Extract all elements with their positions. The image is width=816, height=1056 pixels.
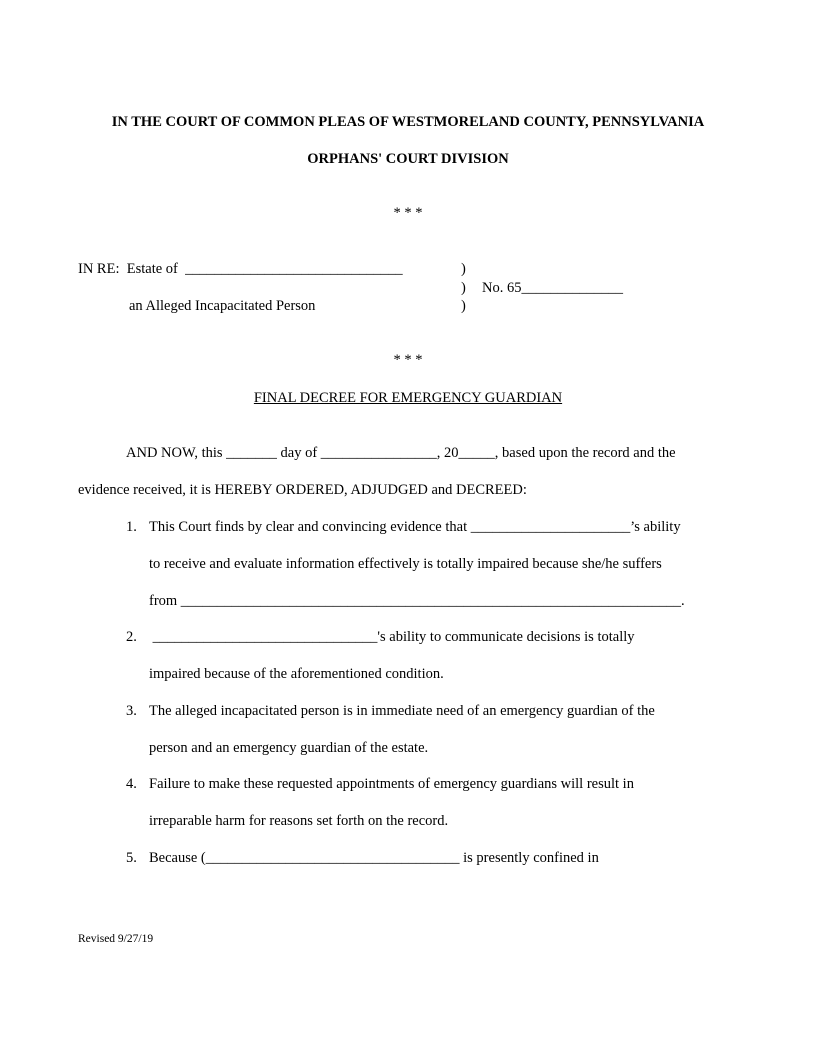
caption-paren-3: ) xyxy=(461,298,466,314)
caption-subtitle: an Alleged Incapacitated Person xyxy=(129,298,316,314)
item-2-number: 2. xyxy=(126,629,137,645)
item-4-number: 4. xyxy=(126,776,137,792)
item-3-line-2: person and an emergency guardian of the estate. xyxy=(149,740,429,756)
intro-line-1: AND NOW, this _______ day of ________________, 20_____, based upon the record and the xyxy=(126,445,676,461)
case-number: No. 65______________ xyxy=(482,280,623,296)
item-2-line-1: _______________________________'s ability to communicate decisions is totally xyxy=(149,629,635,645)
item-1-line-2: to receive and evaluate information effectively is totally impaired because she/he suffers xyxy=(149,556,662,572)
item-1-line-1: This Court finds by clear and convincing evidence that ______________________’s ability xyxy=(149,519,681,535)
item-3-line-1: The alleged incapacitated person is in immediate need of an emergency guardian of the xyxy=(149,703,655,719)
separator-top: * * * xyxy=(393,205,423,221)
intro-line-2: evidence received, it is HEREBY ORDERED, ADJUDGED and DECREED: xyxy=(78,482,527,498)
item-3-number: 3. xyxy=(126,703,137,719)
caption-in-re: IN RE: Estate of ______________________________ xyxy=(78,261,403,277)
item-5-line-1: Because (___________________________________ is presently confined in xyxy=(149,850,599,866)
item-4-line-2: irreparable harm for reasons set forth on the record. xyxy=(149,813,449,829)
document-title xyxy=(0,390,816,407)
separator-middle: * * * xyxy=(393,352,423,368)
caption-paren-1: ) xyxy=(461,261,466,277)
court-name: IN THE COURT OF COMMON PLEAS OF WESTMORELAND COUNTY, PENNSYLVANIA xyxy=(111,114,705,130)
item-2-line-2: impaired because of the aforementioned condition. xyxy=(149,666,444,682)
revised-date: Revised 9/27/19 xyxy=(78,933,154,945)
document-title-text: FINAL DECREE FOR EMERGENCY GUARDIAN xyxy=(253,390,563,406)
caption-paren-2: ) xyxy=(461,280,466,296)
item-4-line-1: Failure to make these requested appointments of emergency guardians will result in xyxy=(149,776,634,792)
item-1-line-3: from _____________________________________________________________________. xyxy=(149,593,685,609)
item-5-number: 5. xyxy=(126,850,137,866)
division-name: ORPHANS' COURT DIVISION xyxy=(307,151,509,167)
item-1-number: 1. xyxy=(126,519,137,535)
